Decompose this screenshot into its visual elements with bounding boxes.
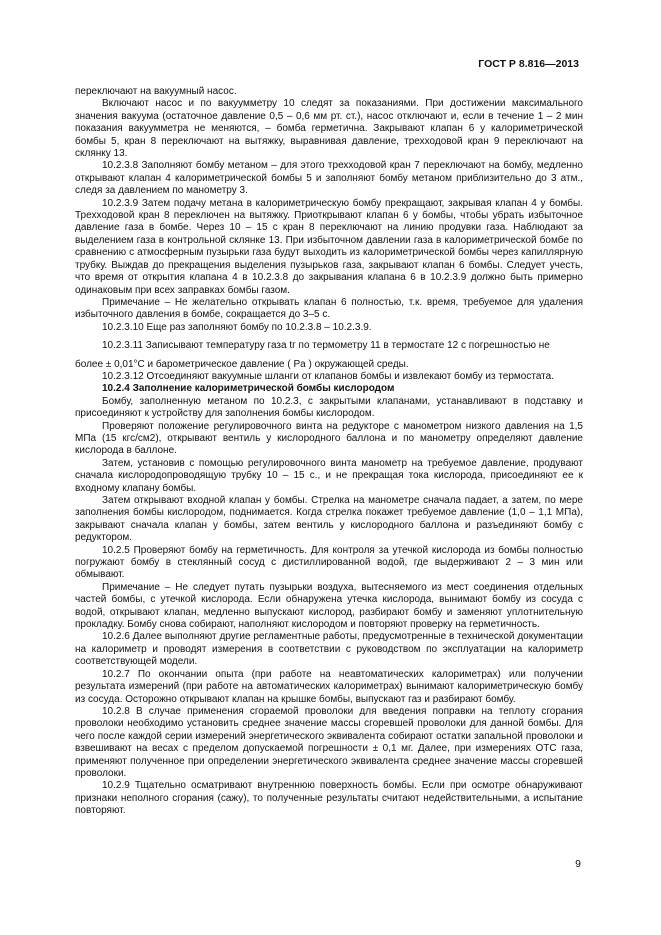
paragraph: Затем, установив с помощью регулировочного винта манометр на требуемое давление, продувают сначала кислородопроводящую трубку 10 – 15 с., и не прекращая тока кислорода, присоединяют ее к входному клапану бомбы. xyxy=(75,457,583,494)
paragraph: 10.2.5 Проверяют бомбу на герметичность. Для контроля за утечкой кислорода из бомбы полностью погружают бомбу в стеклянный сосуд с дистиллированной водой, где выдерживают 2 – 3 мин или обмывают. xyxy=(75,544,583,581)
paragraph: 10.2.8 В случае применения сгораемой проволоки для введения поправки на теплоту сгорания проволоки необходимо установить среднее значение массы сгоревшей проволоки для данной бомбы. Для чего после каждой серии измерений энергетического эквивалента собирают остатки запальной проволоки и взвешивают на весах с пределом допускаемой погрешности ± 0,1 мг. Далее, при измерениях ОТС газа, применяют полученное при определении энергетического эквивалента среднее значение массы сгоревшей проволоки. xyxy=(75,705,583,779)
paragraph: 10.2.3.8 Заполняют бомбу метаном – для этого трехходовой кран 7 переключают на бомбу, медленно открывают клапан 4 калориметрической бомбы 5 и заполняют бомбу метаном приблизительно до 3 атм., следя за давлением по манометру 3. xyxy=(75,160,583,197)
paragraph: 10.2.3.12 Отсоединяют вакуумные шланги от клапанов бомбы и извлекают бомбу из термостата. xyxy=(102,370,554,382)
note-paragraph: Примечание – Не желательно открывать клапан 6 полностью, т.к. время, требуемое для удаления избыточного давления в бомбе, сокращается до 3–5 с. xyxy=(75,296,583,321)
section-heading: 10.2.4 Заполнение калориметрической бомбы кислородом xyxy=(102,383,395,395)
paragraph: переключают на вакуумный насос. xyxy=(75,86,237,97)
paragraph: Затем открывают входной клапан у бомбы. Стрелка на манометре сначала падает, а затем, по мере заполнения бомбы кислородом, поднимается. Когда стрелка покажет требуемое давление (1,0 – 1,1 МПа), закрывают сначала клапан у бомбы, затем вентиль у кислородного баллона и разъединяют бомбу с редуктором. xyxy=(75,495,583,544)
paragraph: 10.2.7 По окончании опыта (при работе на неавтоматических калориметрах) или получении результата измерений (при работе на автоматических калориметрах) вынимают калориметрическую бомбу из сосуда. Осторожно открывают клапан на крышке бомбы, выпускают газ и разбирают бомбу. xyxy=(75,668,583,705)
paragraph: Включают насос и по вакуумметру 10 следят за показаниями. При достижении максимального значения вакуума (остаточное давление 0,5 – 0,6 мм рт. ст.), насос отключают и, если в течение 1 – 2 мин показания вакуумметра не меняются, – бомба герметична. Закрывают клапан 6 у калориметрической бомбы 5, кран 8 переключают на вытяжку, выравнивая давление, трехходовой кран 9 переключают на склянку 13. xyxy=(75,98,583,160)
paragraph: 10.2.3.11 Записывают температуру газа tг по термометру 11 в термостате 12 с погрешностью не xyxy=(102,340,550,352)
page-number: 9 xyxy=(575,858,581,870)
paragraph: более ± 0,01°С и барометрическое давление ( Pа ) окружающей среды. xyxy=(75,358,409,370)
paragraph: 10.2.3.10 Еще раз заполняют бомбу по 10.2.3.8 – 10.2.3.9. xyxy=(102,321,372,333)
document-header: ГОСТ Р 8.816—2013 xyxy=(478,58,579,70)
paragraph: 10.2.3.9 Затем подачу метана в калориметрическую бомбу прекращают, закрывая клапан 4 у бомбы. Трехходовой кран 8 переключен на вытяжку. Приоткрывают клапан 6 у бомбы, чтобы убрать избыточное давление газа в бомбе. Через 10 – 15 с кран 8 переключают на линию продувки газа. Наблюдают за выделением газа в контрольной склянке 13. При избыточном давлении газа в калориметрической бомбе по сравнению с атмосферным пузырьки газа будут выходить из калориметрической бомбы через капиллярную трубку. Выждав до прекращения выделения пузырьков газа, закрывают клапан 6 бомбы. Следует учесть, что время от открытия клапана 4 в 10.2.3.8 до закрывания клапана 6 в 10.2.3.9 должно быть примерно одинаковым при всех заправках бомбы газом. xyxy=(75,197,583,296)
paragraph: Проверяют положение регулировочного винта на редукторе с манометром низкого давления на 1,5 МПа (15 кгс/см2), открывают вентиль у кислородного баллона и по манометру определяют давление кислорода в баллоне. xyxy=(75,420,583,457)
document-body xyxy=(75,86,583,818)
paragraph: 10.2.6 Далее выполняют другие регламентные работы, предусмотренные в технической документации на калориметр и проводят измерения в соответствии с руководством по эксплуатации на калориметр соответствующей модели. xyxy=(75,631,583,668)
paragraph: 10.2.9 Тщательно осматривают внутреннюю поверхность бомбы. Если при осмотре обнаруживают признаки неполного сгорания (сажу), то полученные результаты считают недействительными, а испытание повторяют. xyxy=(75,780,583,817)
paragraph: Бомбу, заполненную метаном по 10.2.3, с закрытыми клапанами, устанавливают в подставку и присоединяют к устройству для заполнения бомбы кислородом. xyxy=(75,395,583,420)
note-paragraph: Примечание – Не следует путать пузырьки воздуха, вытесняемого из мест соединения отдельных частей бомбы, с утечкой кислорода. Если обнаружена утечка кислорода, вынимают бомбу из сосуда с водой, открывают клапан, медленно выпускают кислород, разбирают бомбу и заменяют уплотнительную прокладку. Бомбу снова собирают, наполняют кислородом и повторяют проверку на герметичность. xyxy=(75,581,583,631)
